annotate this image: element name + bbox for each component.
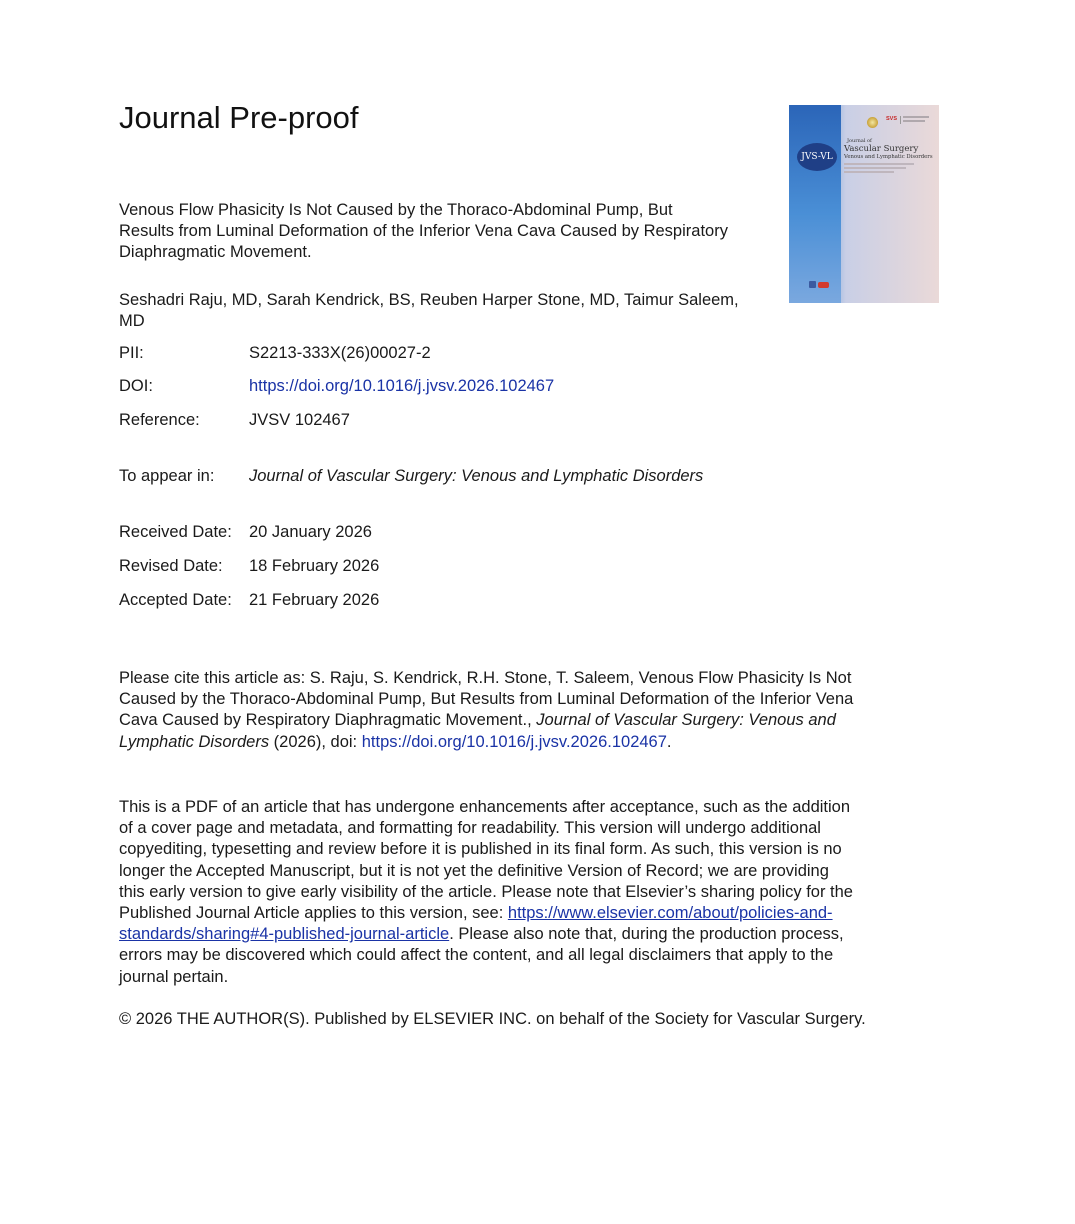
page-heading: Journal Pre-proof	[119, 100, 359, 135]
received-label: Received Date:	[119, 523, 232, 541]
article-authors: Seshadri Raju, MD, Sarah Kendrick, BS, Reuben Harper Stone, MD, Taimur Saleem, MD	[119, 291, 739, 330]
revised-label: Revised Date:	[119, 557, 223, 575]
accepted-label: Accepted Date:	[119, 591, 232, 609]
reference-label: Reference:	[119, 411, 200, 429]
doi-label: DOI:	[119, 377, 153, 395]
reference-row	[119, 410, 350, 431]
pii-label: PII:	[119, 344, 144, 362]
reference-value: JVSV 102467	[249, 411, 350, 429]
revised-value: 18 February 2026	[249, 557, 380, 575]
accepted-value: 21 February 2026	[249, 591, 380, 609]
appear-label: To appear in:	[119, 467, 215, 485]
doi-row	[119, 376, 554, 397]
society-logo: SVS	[886, 116, 898, 122]
accepted-row	[119, 590, 379, 611]
cover-subtitle: Venous and Lymphatic Disorders	[844, 154, 933, 160]
youtube-icon	[818, 282, 829, 288]
copyright-notice: © 2026 THE AUTHOR(S). Published by ELSEVIER INC. on behalf of the Society for Vascular Surgery.	[119, 1010, 866, 1028]
journal-cover-image	[789, 105, 939, 303]
cover-badge: JVS-VL	[797, 143, 837, 171]
pii-row	[119, 343, 431, 364]
cover-journal-of: Journal of	[847, 138, 872, 144]
citation-doi-link[interactable]: https://doi.org/10.1016/j.jvsv.2026.102467	[361, 732, 667, 751]
pii-value: S2213-333X(26)00027-2	[249, 344, 431, 362]
doi-link[interactable]: https://doi.org/10.1016/j.jvsv.2026.102467	[249, 377, 555, 395]
cover-strip	[789, 105, 841, 303]
sharing-policy-link-cont[interactable]: standards/sharing#4-published-journal-article	[119, 925, 450, 944]
facebook-icon	[809, 281, 816, 288]
appear-row	[119, 466, 703, 487]
citation-paragraph: Please cite this article as: S. Raju, S. Kendrick, R.H. Stone, T. Saleem, Venous Flow Phasicity Is Not Caused by the Thoraco-Abdominal Pump, But Results from Luminal Deformation of the Inferior Vena Cava Caused by Respiratory Diaphragmatic Movement., Journal of Vascular Surgery: Venous and Lymphatic Disorders (2026), doi: https://doi.org/10.1016/j.jvsv.2026.102467.	[119, 669, 854, 751]
appear-value: Journal of Vascular Surgery: Venous and Lymphatic Disorders	[249, 467, 704, 485]
sharing-policy-link[interactable]: https://www.elsevier.com/about/policies-and-	[507, 904, 833, 923]
disclaimer-paragraph: This is a PDF of an article that has undergone enhancements after acceptance, such as the addition of a cover page and metadata, and formatting for readability. This version will undergo additional copyediting, typesetting and review before it is published in its final form. As such, this version is no longer the Accepted Manuscript, but it is not yet the definitive Version of Record; we are providing this early version to give early visibility of the article. Please note that Elsevier’s sharing policy for the Published Journal Article applies to this version, see: https://www.elsevier.com/about/policies-and- standards/sharing#4-published-journal-article. Please also note that, during the production process, errors may be discovered which could affect the content, and all legal disclaimers that apply to the journal pertain.	[119, 798, 853, 986]
article-title: Venous Flow Phasicity Is Not Caused by the Thoraco-Abdominal Pump, But Results from Luminal Deformation of the Inferior Vena Cava Caused by Respiratory Diaphragmatic Movement.	[119, 201, 728, 261]
received-value: 20 January 2026	[249, 523, 372, 541]
revised-row	[119, 556, 379, 577]
cover-journal-name: Vascular Surgery	[844, 144, 919, 154]
received-row	[119, 522, 372, 543]
society-seal-icon	[867, 117, 878, 128]
